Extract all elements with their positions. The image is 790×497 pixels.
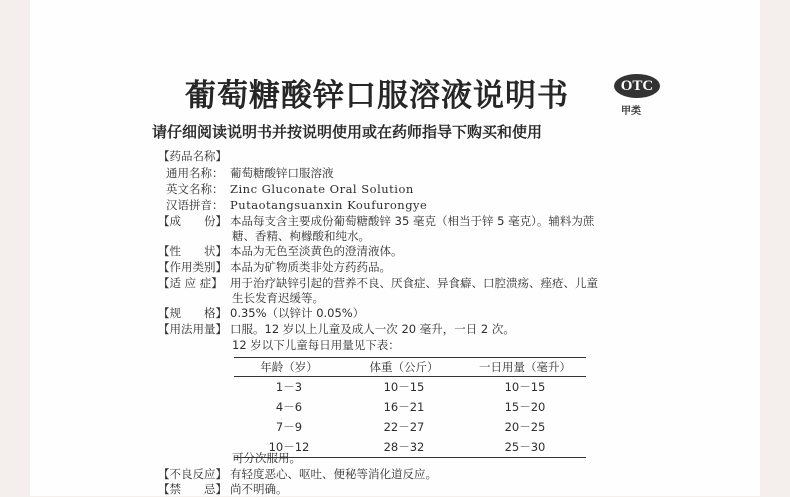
header-daily-dose: 一日用量（毫升） bbox=[479, 360, 571, 374]
cell-weight: 10－15 bbox=[383, 380, 425, 394]
generic-name-row bbox=[166, 165, 334, 181]
dosage-note: 可分次服用。 bbox=[232, 451, 301, 465]
cell-dose: 15－20 bbox=[504, 400, 546, 414]
dosage-label: 【用法用量】 bbox=[158, 322, 227, 336]
table-row bbox=[234, 417, 586, 437]
generic-name-value: 葡萄糖酸锌口服溶液 bbox=[230, 166, 334, 180]
indications-row bbox=[158, 275, 598, 291]
cell-age: 4－6 bbox=[275, 400, 303, 414]
indications-label: 【适 应 症】 bbox=[158, 276, 223, 290]
composition-line-2: 糖、香精、枸橼酸和纯水。 bbox=[232, 229, 370, 243]
adverse-row bbox=[158, 466, 437, 482]
specification-value: 0.35%（以锌计 0.05%） bbox=[230, 306, 365, 320]
category-row bbox=[158, 259, 391, 275]
appearance-label: 【性 状】 bbox=[158, 244, 227, 258]
adverse-value: 有轻度恶心、呕吐、便秘等消化道反应。 bbox=[230, 467, 437, 481]
composition-row bbox=[158, 213, 594, 229]
contraindications-row bbox=[158, 481, 288, 497]
contraindications-value: 尚不明确。 bbox=[230, 482, 288, 496]
english-name-label: 英文名称： bbox=[166, 182, 224, 196]
english-name-row bbox=[166, 181, 414, 197]
indications-line-2: 生长发育迟缓等。 bbox=[232, 291, 324, 305]
dosage-line-1: 口服。12 岁以上儿童及成人一次 20 毫升，一日 2 次。 bbox=[230, 322, 515, 336]
child-dosage-table bbox=[234, 357, 586, 458]
specification-label: 【规 格】 bbox=[158, 306, 227, 320]
english-name-value: Zinc Gluconate Oral Solution bbox=[230, 182, 414, 196]
category-value: 本品为矿物质类非处方药药品。 bbox=[230, 260, 391, 274]
pinyin-value: Putaotangsuanxin Koufurongye bbox=[230, 198, 428, 212]
cell-weight: 16－21 bbox=[383, 400, 425, 414]
generic-name-label: 通用名称： bbox=[166, 166, 224, 180]
header-age: 年龄（岁） bbox=[260, 360, 318, 374]
appearance-row bbox=[158, 243, 403, 259]
appearance-value: 本品为无色至淡黄色的澄清液体。 bbox=[230, 244, 403, 258]
table-header-row bbox=[234, 358, 586, 377]
otc-badge: OTC bbox=[614, 74, 660, 98]
usage-notice: 请仔细阅读说明书并按说明使用或在药师指导下购买和使用 bbox=[152, 123, 543, 141]
table-row bbox=[234, 377, 586, 398]
cell-age: 7－9 bbox=[275, 420, 303, 434]
pinyin-label: 汉语拼音： bbox=[166, 198, 224, 212]
otc-class-label: 甲类 bbox=[621, 106, 641, 117]
adverse-label: 【不良反应】 bbox=[158, 467, 227, 481]
document-title: 葡萄糖酸锌口服溶液说明书 bbox=[185, 78, 569, 114]
indications-line-1: 用于治疗缺锌引起的营养不良、厌食症、异食癖、口腔溃疡、痤疮、儿童 bbox=[230, 276, 598, 290]
contraindications-label: 【禁 忌】 bbox=[158, 482, 227, 496]
category-label: 【作用类别】 bbox=[158, 260, 227, 274]
cell-dose: 20－25 bbox=[504, 420, 546, 434]
header-weight: 体重（公斤） bbox=[369, 360, 439, 374]
drug-name-header: 【药品名称】 bbox=[158, 149, 227, 163]
cell-weight: 22－27 bbox=[383, 420, 425, 434]
composition-label: 【成 份】 bbox=[158, 214, 227, 228]
cell-age: 10－12 bbox=[268, 440, 310, 454]
cell-age: 1－3 bbox=[275, 380, 303, 394]
table-row bbox=[234, 397, 586, 417]
composition-line-1: 本品每支含主要成份葡萄糖酸锌 35 毫克（相当于锌 5 毫克）。辅料为蔗 bbox=[230, 214, 595, 228]
dosage-row bbox=[158, 321, 515, 337]
cell-weight: 28－32 bbox=[383, 440, 425, 454]
cell-dose: 25－30 bbox=[504, 440, 546, 454]
cell-dose: 10－15 bbox=[504, 380, 546, 394]
dosage-line-2: 12 岁以下儿童每日用量见下表： bbox=[232, 338, 400, 352]
pinyin-row bbox=[166, 197, 427, 213]
specification-row bbox=[158, 305, 364, 321]
